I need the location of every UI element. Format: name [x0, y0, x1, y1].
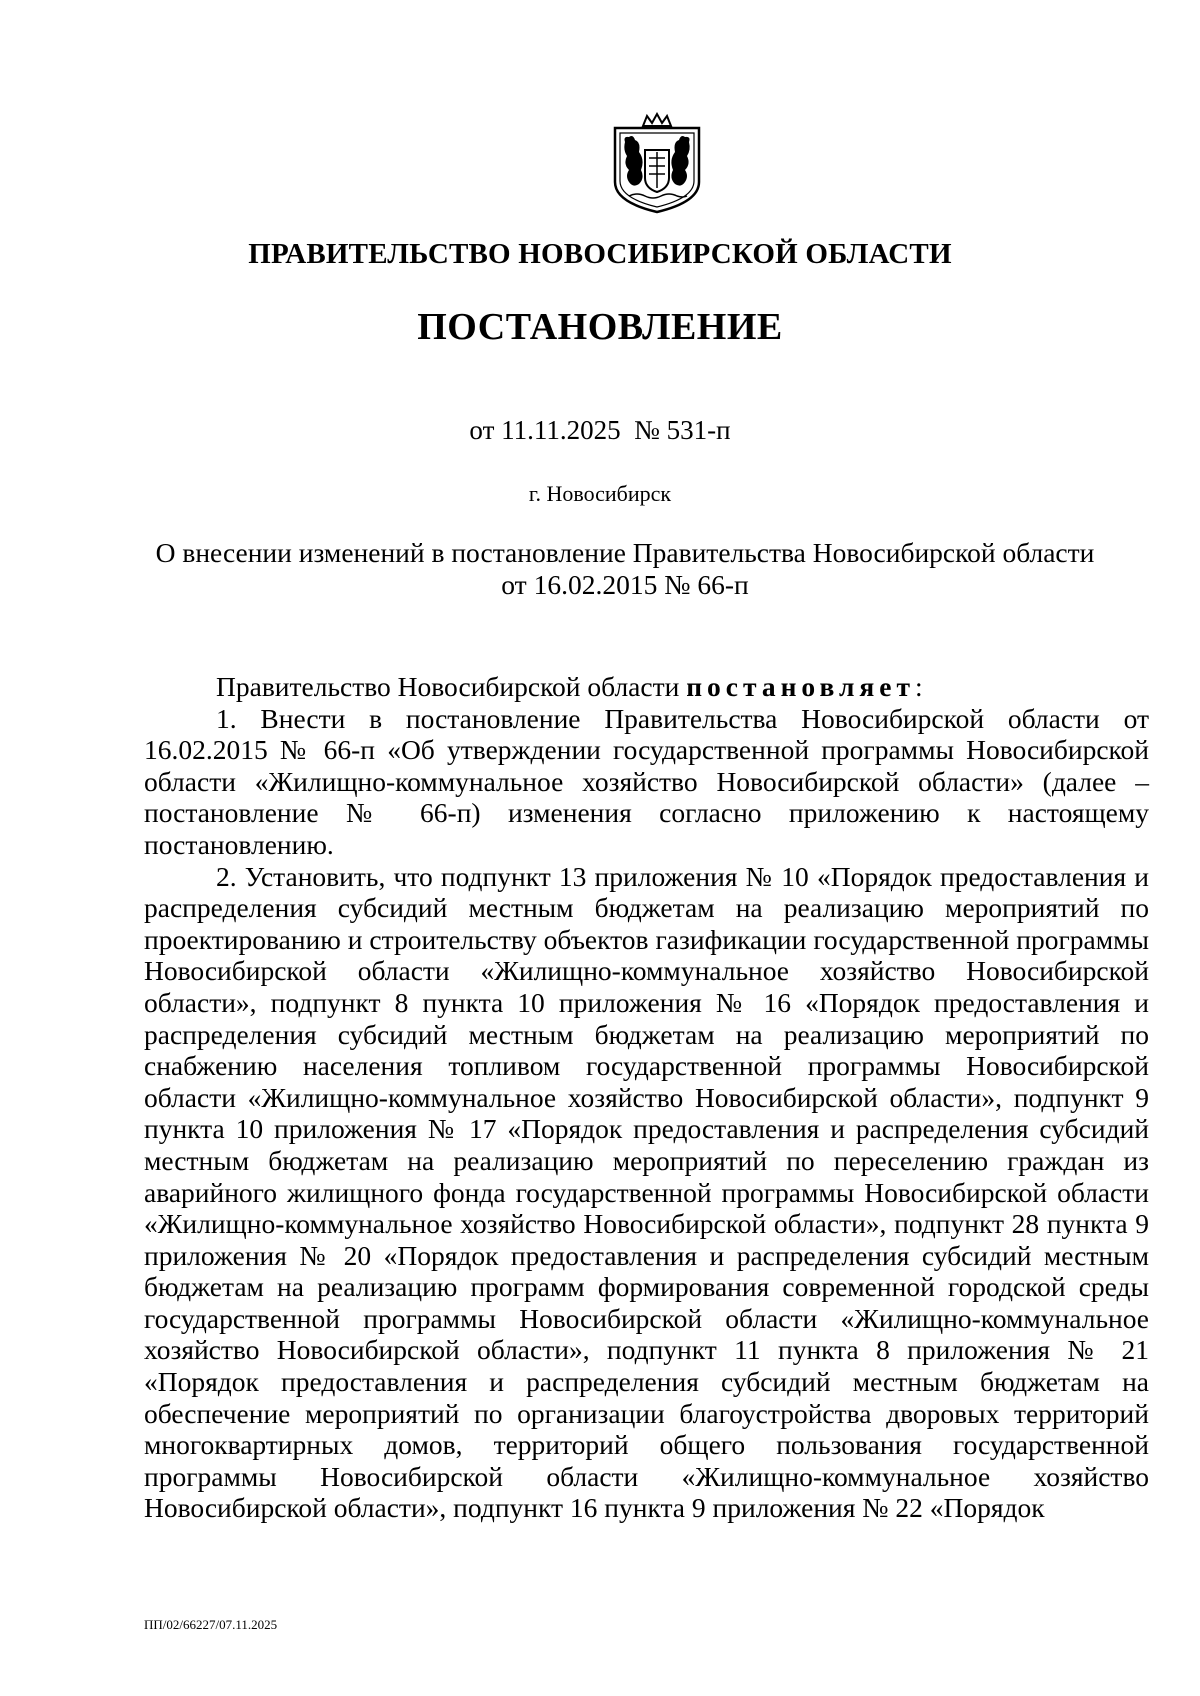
subject-line-2: от 16.02.2015 № 66-п — [501, 569, 749, 600]
document-subject — [150, 537, 1100, 601]
paragraph-2: 2. Установить, что подпункт 13 приложения № 10 «Порядок предоставления и распределения субсидий местным бюджетам на реализацию мероприятий по проектированию и строительству объектов газификации государственной программы Новосибирской области «Жилищно-коммунальное хозяйство Новосибирской области», подпункт 8 пункта 10 приложения № 16 «Порядок предоставления и распределения субсидий местным бюджетам на реализацию мероприятий по снабжению населения топливом государственной программы Новосибирской области «Жилищно-коммунальное хозяйство Новосибирской области», подпункт 9 пункта 10 приложения № 17 «Порядок предоставления и распределения субсидий местным бюджетам на реализацию мероприятий по переселению граждан из аварийного жилищного фонда государственной программы Новосибирской области «Жилищно-коммунальное хозяйство Новосибирской области», подпункт 28 пункта 9 приложения № 20 «Порядок предоставления и распределения субсидий местным бюджетам на реализацию программ формирования современной городской среды государственной программы Новосибирской области «Жилищно-коммунальное хозяйство Новосибирской области», подпункт 11 пункта 8 приложения № 21 «Порядок предоставления и распределения субсидий местным бюджетам на обеспечение мероприятий по организации благоустройства дворовых территорий многоквартирных домов, территорий общего пользования государственной программы Новосибирской области «Жилищно-коммунальное хозяйство Новосибирской области», подпункт 16 пункта 9 приложения № 22 «Порядок — [144, 860, 1149, 1524]
document-registration-code: ПП/02/66227/07.11.2025 — [144, 1617, 278, 1632]
intro-suffix: : — [915, 671, 923, 702]
intro-prefix: Правительство Новосибирской области — [216, 671, 687, 702]
document-date-number: от 11.11.2025 № 531-п — [469, 415, 731, 445]
document-body — [144, 671, 1149, 1524]
decree-verb: постановляет — [686, 671, 916, 702]
intro-paragraph — [144, 671, 1149, 703]
paragraph-1: 1. Внести в постановление Правительства Новосибирской области от 16.02.2015 № 66-п «Об утверждении государственной программы Новосибирской области «Жилищно-коммунальное хозяйство Новосибирской области» (далее – постановление № 66-п) изменения согласно приложению к настоящему постановлению. — [144, 702, 1149, 860]
subject-line-1: О внесении изменений в постановление Правительства Новосибирской области — [155, 537, 1095, 568]
document-city: г. Новосибирск — [528, 481, 672, 506]
coat-of-arms-icon — [603, 112, 711, 216]
organization-title: ПРАВИТЕЛЬСТВО НОВОСИБИРСКОЙ ОБЛАСТИ — [248, 238, 952, 270]
document-type-title: ПОСТАНОВЛЕНИЕ — [417, 306, 783, 348]
